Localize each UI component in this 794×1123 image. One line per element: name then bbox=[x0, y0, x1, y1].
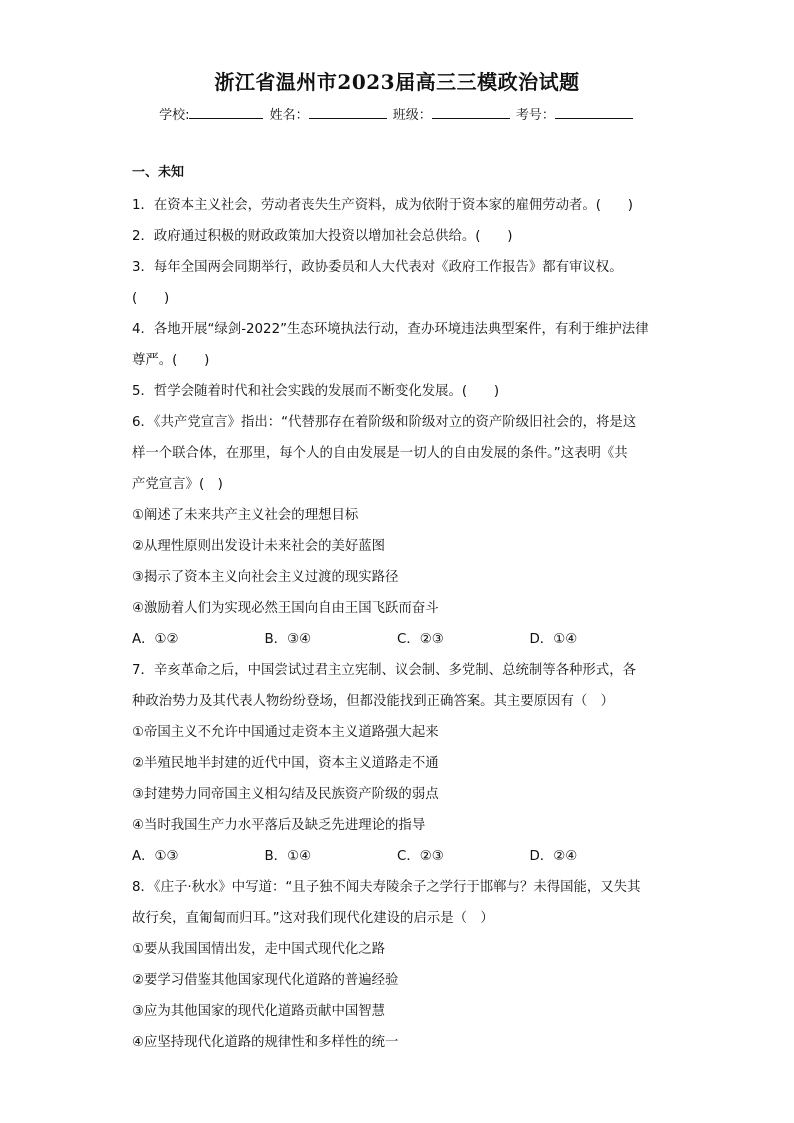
choice-statement: ①要从我国国情出发，走中国式现代化之路 bbox=[132, 942, 386, 957]
number-label: 考号： bbox=[515, 108, 555, 123]
school-label: 学校: bbox=[159, 108, 190, 123]
choice-statement: ④激励着人们为实现必然王国向自由王国飞跃而奋斗 bbox=[132, 601, 439, 616]
question-line: 种政治势力及其代表人物纷纷登场，但都没能找到正确答案。其主要原因有（ ） bbox=[132, 694, 615, 709]
choice-statement: ②要学习借鉴其他国家现代化道路的普遍经验 bbox=[132, 973, 399, 988]
class-label: 班级： bbox=[392, 108, 432, 123]
choice-statement: ④当时我国生产力水平落后及缺乏先进理论的指导 bbox=[132, 818, 426, 833]
question-line: 8．《庄子·秋水》中写道：“且子独不闻夫寿陵余子之学行于邯郸与？未得国能，又失其 bbox=[132, 880, 641, 895]
school-blank bbox=[189, 106, 263, 119]
option-c: C．②③ bbox=[397, 632, 444, 647]
choice-statement: ③揭示了资本主义向社会主义过渡的现实路径 bbox=[132, 570, 399, 585]
question-line: 4．各地开展“绿剑-2022”生态环境执法行动，查办环境违法典型案件，有利于维护法律 bbox=[132, 322, 649, 337]
student-info-line bbox=[0, 104, 794, 123]
name-blank bbox=[309, 106, 387, 119]
option-d: D．②④ bbox=[529, 849, 578, 864]
option-b: B．③④ bbox=[264, 632, 312, 647]
question-line: 5．哲学会随着时代和社会实践的发展而不断变化发展。( ) bbox=[132, 384, 500, 399]
number-blank bbox=[555, 106, 633, 119]
question-line: 3．每年全国两会同期举行，政协委员和人大代表对《政府工作报告》都有审议权。 bbox=[132, 260, 623, 275]
question-line: 6．《共产党宣言》指出：“代替那存在着阶级和阶级对立的资产阶级旧社会的，将是这 bbox=[132, 415, 637, 430]
answer-options-q6 bbox=[132, 624, 662, 655]
class-blank bbox=[432, 106, 510, 119]
question-line: 1．在资本主义社会，劳动者丧失生产资料，成为依附于资本家的雇佣劳动者。( ) bbox=[132, 198, 634, 213]
question-line: 产党宣言》( ) bbox=[132, 477, 223, 492]
choice-statement: ②半殖民地半封建的近代中国，资本主义道路走不通 bbox=[132, 756, 439, 771]
question-line: 2．政府通过积极的财政政策加大投资以增加社会总供给。( ) bbox=[132, 229, 513, 244]
option-a: A．①③ bbox=[132, 849, 179, 864]
name-label: 姓名： bbox=[269, 108, 309, 123]
answer-options-q7 bbox=[132, 841, 662, 872]
question-body bbox=[132, 162, 662, 1058]
question-line: 故行矣，直匍匐而归耳。”这对我们现代化建设的启示是（ ） bbox=[132, 911, 494, 926]
choice-statement: ②从理性原则出发设计未来社会的美好蓝图 bbox=[132, 539, 386, 554]
section-heading: 一、未知 bbox=[132, 165, 185, 180]
option-c: C．②③ bbox=[397, 849, 444, 864]
question-line: 7．辛亥革命之后，中国尝试过君主立宪制、议会制、多党制、总统制等各种形式，各 bbox=[132, 663, 636, 678]
choice-statement: ①阐述了未来共产主义社会的理想目标 bbox=[132, 508, 359, 523]
question-line: ( ) bbox=[132, 291, 170, 306]
question-line: 尊严。( ) bbox=[132, 353, 210, 368]
option-d: D．①④ bbox=[529, 632, 578, 647]
choice-statement: ③应为其他国家的现代化道路贡献中国智慧 bbox=[132, 1004, 386, 1019]
page-title: 浙江省温州市2023届高三三模政治试题 bbox=[214, 70, 580, 94]
question-line: 样一个联合体，在那里，每个人的自由发展是一切人的自由发展的条件。”这表明《共 bbox=[132, 446, 628, 461]
choice-statement: ③封建势力同帝国主义相勾结及民族资产阶级的弱点 bbox=[132, 787, 439, 802]
option-a: A．①② bbox=[132, 632, 179, 647]
choice-statement: ①帝国主义不允许中国通过走资本主义道路强大起来 bbox=[132, 725, 439, 740]
option-b: B．①④ bbox=[264, 849, 312, 864]
choice-statement: ④应坚持现代化道路的规律性和多样性的统一 bbox=[132, 1035, 399, 1050]
